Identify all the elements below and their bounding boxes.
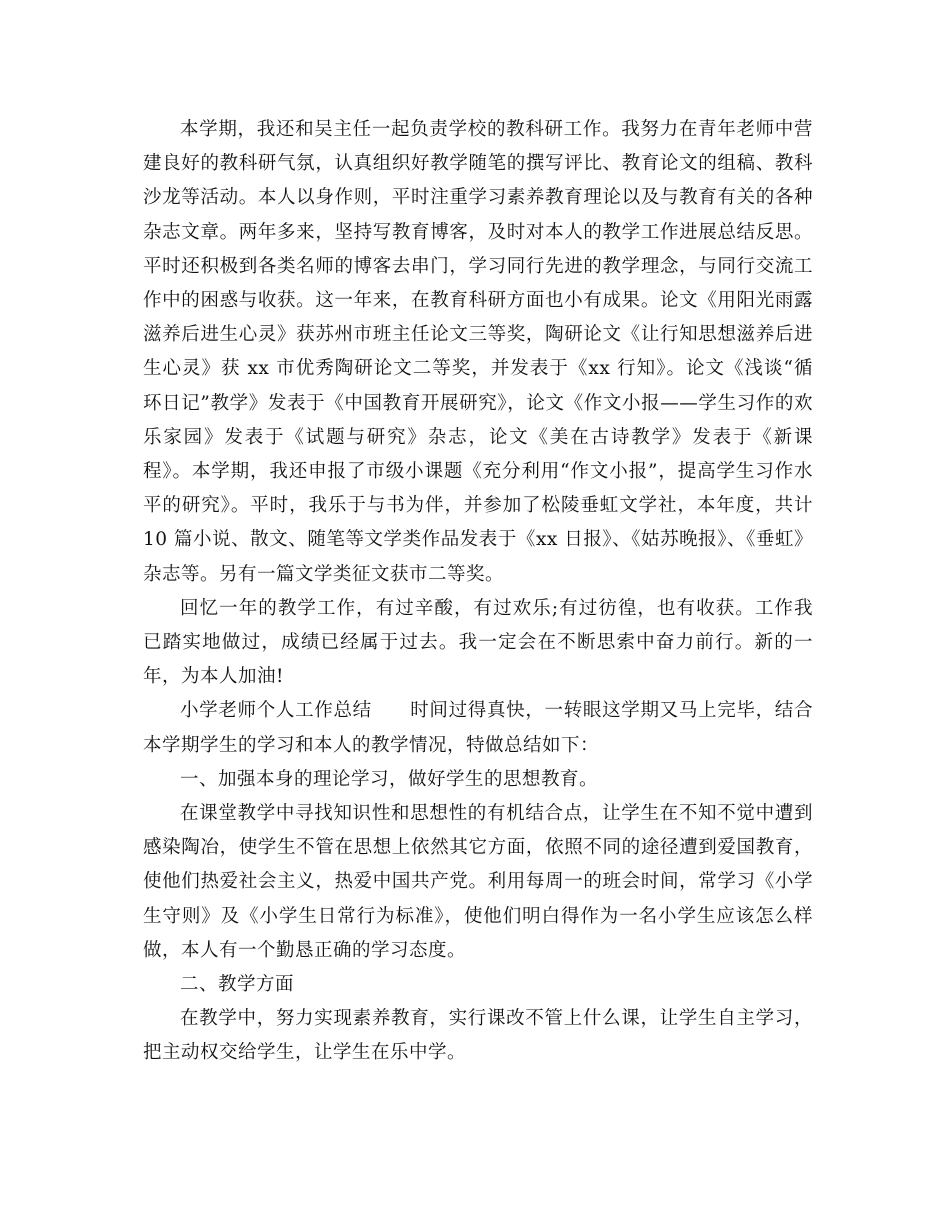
paragraph-teaching: 在教学中，努力实现素养教育，实行课改不管上什么课，让学生自主学习，把主动权交给学生，让学生在乐中学。 [143, 1008, 813, 1064]
paragraph-moral-education: 在课堂教学中寻找知识性和思想性的有机结合点，让学生在不知不觉中遭到感染陶冶，使学生不管在思想上依然其它方面，依照不同的途径遭到爱国教育，使他们热爱社会主义，热爱中国共产党。利用每周一的班会时间，常学习《小学生守则》及《小学生日常行为标准》，使他们明白得作为一名小学生应该怎么样做，本人有一个勤恳正确的学习态度。 [143, 803, 813, 961]
paragraph-research-work: 本学期，我还和吴主任一起负责学校的教科研工作。我努力在青年老师中营建良好的教科研气氛，认真组织好教学随笔的撰写评比、教育论文的组稿、教科沙龙等活动。本人以身作则，平时注重学习素养教育理论以及与教育有关的各种杂志文章。两年多来，坚持写教育博客，及时对本人的教学工作进展总结反思。平时还积极到各类名师的博客去串门，学习同行先进的教学理念，与同行交流工作中的困惑与收获。这一年来，在教育科研方面也小有成果。论文《用阳光雨露滋养后进生心灵》获苏州市班主任论文三等奖，陶研论文《让行知思想滋养后进生心灵》获 xx 市优秀陶研论文二等奖，并发表于《xx 行知》。论文《浅谈“循环日记”教学》发表于《中国教育开展研究》，论文《作文小报——学生习作的欢乐家园》发表于《试题与研究》杂志，论文《美在古诗教学》发表于《新课程》。本学期，我还申报了市级小课题《充分利用“作文小报”，提高学生习作水平的研究》。平时，我乐于与书为伴，并参加了松陵垂虹文学社，本年度，共计 10 篇小说、散文、随笔等文学类作品发表于《xx 日报》、《姑苏晚报》、《垂虹》杂志等。另有一篇文学类征文获市二等奖。 [143, 119, 813, 585]
section-heading-theory-study: 一、加强本身的理论学习，做好学生的思想教育。 [180, 768, 599, 790]
paragraph-reflection: 回忆一年的教学工作，有过辛酸，有过欢乐;有过彷徨，也有收获。工作我已踏实地做过，成绩已经属于过去。我一定会在不断思索中奋力前行。新的一年，为本人加油! [143, 597, 813, 688]
section-heading-teaching: 二、教学方面 [180, 974, 295, 996]
document-body [143, 113, 813, 1071]
paragraph-summary-intro: 小学老师个人工作总结 时间过得真快，一转眼这学期又马上完毕，结合本学期学生的学习和本人的教学情况，特做总结如下： [143, 700, 813, 756]
